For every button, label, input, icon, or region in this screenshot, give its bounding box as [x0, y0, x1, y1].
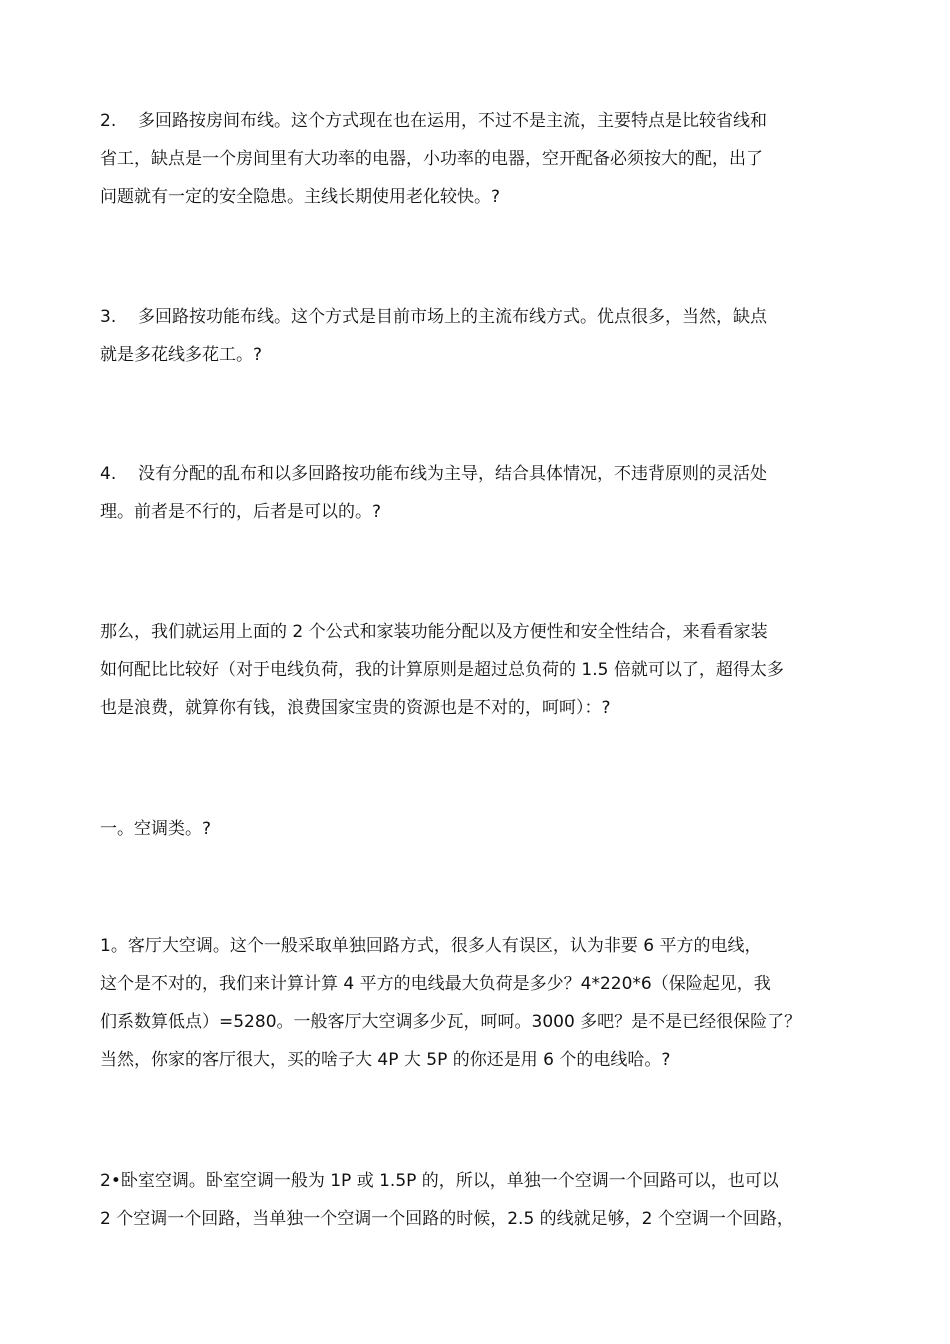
paragraph-line: 们系数算低点）=5280。一般客厅大空调多少瓦，呵呵。3000 多吧？是不是已经很保险了？: [100, 1012, 802, 1032]
list-number: 3.: [100, 307, 117, 327]
paragraph-line: 如何配比比较好（对于电线负荷，我的计算原则是超过总负荷的 1.5 倍就可以了，超得太多: [100, 660, 784, 680]
paragraph-line: 就是多花线多花工。?: [100, 345, 263, 365]
list-number: 4.: [100, 464, 117, 484]
paragraph-item-3: [100, 298, 860, 374]
paragraph-living-room-ac: [100, 927, 860, 1079]
paragraph-bedroom-ac: [100, 1162, 860, 1238]
paragraph-intro: [100, 613, 860, 727]
paragraph-item-4: [100, 455, 860, 531]
paragraph-line: 2. 多回路按房间布线。这个方式现在也在运用，不过不是主流，主要特点是比较省线和: [100, 102, 860, 140]
paragraph-line: 当然，你家的客厅很大，买的啥子大 4P 大 5P 的你还是用 6 个的电线哈。?: [100, 1050, 671, 1070]
paragraph-line: 问题就有一定的安全隐患。主线长期使用老化较快。?: [100, 187, 501, 207]
paragraph-line: 理。前者是不行的，后者是可以的。?: [100, 502, 382, 522]
heading-line: 一。空调类。?: [100, 819, 212, 839]
paragraph-item-2: [100, 102, 860, 216]
paragraph-line: 2•卧室空调。卧室空调一般为 1P 或 1.5P 的，所以，单独一个空调一个回路可以，也可以: [100, 1171, 779, 1191]
list-number: 2.: [100, 111, 117, 131]
paragraph-line: 省工，缺点是一个房间里有大功率的电器，小功率的电器，空开配备必须按大的配，出了: [100, 149, 763, 169]
paragraph-line: 3. 多回路按功能布线。这个方式是目前市场上的主流布线方式。优点很多，当然，缺点: [100, 298, 860, 336]
paragraph-line: 4. 没有分配的乱布和以多回路按功能布线为主导，结合具体情况，不违背原则的灵活处: [100, 455, 860, 493]
paragraph-line: 那么，我们就运用上面的 2 个公式和家装功能分配以及方便性和安全性结合，来看看家装: [100, 622, 768, 642]
section-heading-air-conditioning: [100, 810, 860, 848]
paragraph-line: 1。客厅大空调。这个一般采取单独回路方式，很多人有误区，认为非要 6 平方的电线，: [100, 936, 762, 956]
paragraph-line: 这个是不对的，我们来计算计算 4 平方的电线最大负荷是多少？4*220*6（保险起见，我: [100, 974, 771, 994]
paragraph-line: 2 个空调一个回路，当单独一个空调一个回路的时候，2.5 的线就足够，2 个空调一个回路，: [100, 1209, 794, 1229]
paragraph-line: 也是浪费，就算你有钱，浪费国家宝贵的资源也是不对的，呵呵）：?: [100, 698, 611, 718]
